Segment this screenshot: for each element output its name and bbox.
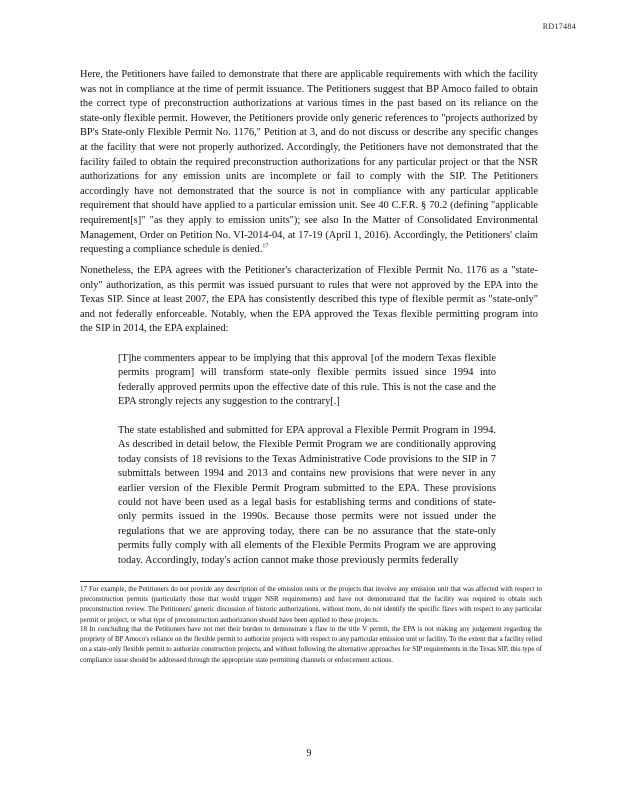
block-quote-2: The state established and submitted for EPA approval a Flexible Permit Program in 1994. As described in detail below, the Flexible Permit Program we are conditionally approving today consists of 18 revisions to the Texas Administrative Code provisions to the SIP in 7 submittals between 1994 and 2013 and contains new provisions that were never in any earlier version of the Flexible Permit Program submitted to the EPA. These provisions could not have been used as a legal basis for establishing terms and conditions of state-only permits issued in the 1990s. Because those permits were not issued under the regulations that we are approving today, there can be no assurance that the state-only permits fully comply with all elements of the Flexible Permits Program we are approving today. Accordingly, today's action cannot make those previously permits federally bbox=[118, 425, 496, 566]
document-id: RD17484 bbox=[542, 22, 576, 31]
footnote-17: 17 For example, the Petitioners do not provide any description of the emission units or the projects that involve any emission unit that was affected with respect to preconstruction permits (particularly those that would trigger NSR requirements) and have not demonstrated that the facility was required to obtain such preconstruction review. The Petitioners' generic discussion of historic authorizations, without more, do not identify the specific flaws with respect to any particular permit or project, or what type of preconstruction authorization should have been applied to these projects. bbox=[80, 585, 542, 624]
body-paragraph-1 bbox=[80, 68, 538, 258]
block-quote-1: [T]he commenters appear to be implying that this approval [of the modern Texas flexible permits program] will transform state-only flexible permits issued since 1994 into federally approved permits upon the effective date of this rule. This is not the case and the EPA strongly rejects any suggestion to the contrary[.] bbox=[118, 353, 496, 408]
body-paragraph-2: Nonetheless, the EPA agrees with the Petitioner's characterization of Flexible Permit No. 1176 as a "state-only" authorization, as this permit was issued pursuant to rules that were not approved by the EPA into the Texas SIP. Since at least 2007, the EPA has consistently described this type of flexible permit as "state-only" and not federally enforceable. Notably, when the EPA approved the Texas flexible permitting program into the SIP in 2014, the EPA explained: bbox=[80, 265, 538, 335]
footnote-18: 18 In concluding that the Petitioners have not met their burden to demonstrate a flaw in the title V permit, the EPA is not making any judgement regarding the propriety of BP Amoco's reliance on the flexible permit to authorize projects with respect to any particular emission unit or facility. To the extent that a facility relied on a state-only flexible permit to authorize construction projects, and without following the alternative approaches for SIP requirements in the Texas SIP, this type of compliance issue should be addressed through the appropriate state permitting channels or enforcement actions. bbox=[80, 625, 542, 664]
footnote-separator bbox=[80, 581, 240, 582]
paragraph-1-text: Here, the Petitioners have failed to demonstrate that there are applicable requirements with which the facility was not in compliance at the time of permit issuance. The Petitioners suggest that BP Amoco failed to obtain the correct type of preconstruction authorizations at various times in the past based on its reliance on the state-only flexible permit. However, the Petitioners provide only generic references to "projects authorized by BP's State-only Flexible Permit No. 1176," Petition at 3, and do not discuss or describe any specific changes at the facility that were not properly authorized. Accordingly, the Petitioners have not demonstrated that the facility failed to obtain the required preconstruction authorizations for any particular project or that the NSR authorizations for any emission units are incomplete or fail to comply with the SIP. The Petitioners accordingly have not demonstrated that the source is not in compliance with any particular applicable requirement that should have applied to a particular emission unit. See 40 C.F.R. § 70.2 (defining "applicable requirement[s]" "as they apply to emission units"); see also In the Matter of Consolidated Environmental Management, Order on Petition No. VI-2014-04, at 17-19 (April 1, 2016). Accordingly, the Petitioners' claim requesting a compliance schedule is denied. bbox=[80, 69, 538, 256]
page-number: 9 bbox=[306, 748, 312, 759]
footnote-ref-17: 17 bbox=[262, 243, 269, 250]
